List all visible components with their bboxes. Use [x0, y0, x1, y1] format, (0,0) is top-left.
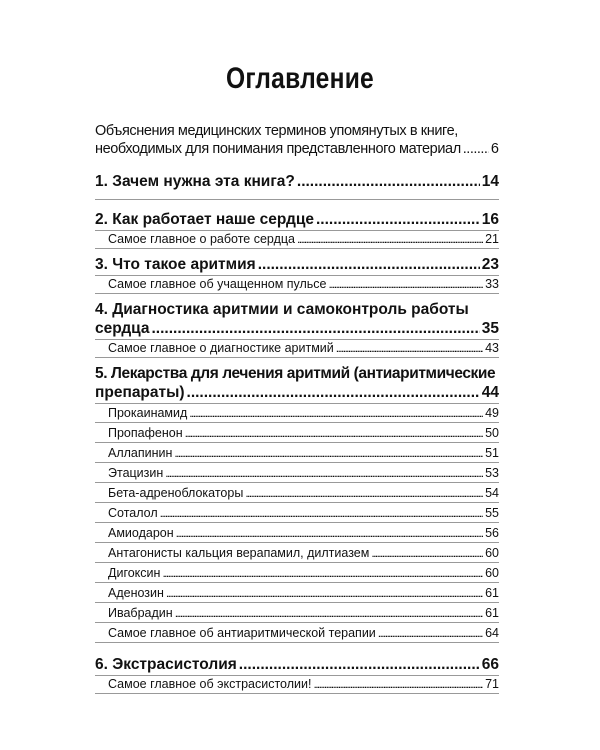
subentry-title: Ивабрадин — [108, 606, 173, 620]
toc-subentry[interactable] — [95, 545, 499, 562]
toc-chapter-4[interactable] — [95, 300, 499, 338]
page-number: 71 — [485, 677, 499, 691]
toc-subentry[interactable] — [95, 505, 499, 522]
divider — [95, 693, 499, 694]
toc-subentry[interactable] — [95, 485, 499, 502]
subentry-title: Пропафенон — [108, 426, 183, 440]
dot-leader — [166, 585, 483, 602]
subentry-title: Дигоксин — [108, 566, 161, 580]
divider — [95, 522, 499, 523]
divider — [95, 562, 499, 563]
page-number: 56 — [485, 526, 499, 540]
subentry-title: Этацизин — [108, 466, 164, 480]
dot-leader — [162, 565, 483, 582]
page-number: 50 — [485, 426, 499, 440]
dot-leader — [329, 276, 484, 293]
page-number: 6 — [490, 141, 499, 157]
dot-leader — [245, 485, 483, 502]
divider — [95, 642, 499, 643]
toc-intro-entry[interactable] — [95, 122, 499, 158]
chapter-title: 3. Что такое аритмия — [95, 256, 256, 273]
chapter-title-line1: 5. Лекарства для лечения аритмий (антиаритмические — [95, 365, 496, 382]
divider — [95, 462, 499, 463]
toc-entry-text-line1: Объяснения медицинских терминов упомянутых в книге, — [95, 123, 458, 139]
subentry-title: Самое главное о диагностике аритмий — [108, 341, 334, 355]
page-number: 61 — [485, 606, 499, 620]
divider — [95, 602, 499, 603]
page-number: 60 — [485, 566, 499, 580]
dot-leader — [336, 340, 483, 357]
toc-chapter-3[interactable] — [95, 255, 499, 274]
dot-leader — [258, 255, 480, 274]
dot-leader — [371, 545, 483, 562]
page-title: Оглавление — [226, 62, 374, 95]
subentry-title: Аллапинин — [108, 446, 173, 460]
divider — [95, 403, 499, 404]
dot-leader — [297, 172, 480, 191]
toc-chapter-6[interactable] — [95, 655, 499, 674]
subentry-title: Соталол — [108, 506, 158, 520]
subentry-title: Антагонисты кальция верапамил, дилтиазем — [108, 546, 370, 560]
page-number: 44 — [481, 384, 499, 401]
page-number: 53 — [485, 466, 499, 480]
toc-subentry[interactable] — [95, 276, 499, 293]
chapter-5-subentries — [95, 405, 499, 642]
page-number: 35 — [481, 320, 499, 337]
page-number: 64 — [485, 626, 499, 640]
chapter-title: 1. Зачем нужна эта книга? — [95, 173, 295, 190]
toc-entry-text-line2: необходимых для понимания представленного материал — [95, 141, 461, 157]
page-number: 60 — [485, 546, 499, 560]
toc-subentry[interactable] — [95, 405, 499, 422]
toc-chapter-1[interactable] — [95, 172, 499, 191]
subentry-title: Самое главное об антиаритмической терапии — [108, 626, 376, 640]
divider — [95, 357, 499, 358]
dot-leader — [297, 231, 483, 248]
dot-leader — [185, 425, 483, 442]
divider — [95, 482, 499, 483]
chapter-title-line2: препараты) — [95, 384, 185, 401]
divider — [95, 542, 499, 543]
dot-leader — [176, 525, 483, 542]
toc-subentry[interactable] — [95, 425, 499, 442]
subentry-title: Бета-адреноблокаторы — [108, 486, 244, 500]
divider — [95, 248, 499, 249]
divider — [95, 582, 499, 583]
toc-subentry[interactable] — [95, 625, 499, 642]
dot-leader — [160, 505, 483, 522]
subentry-title: Самое главное об учащенном пульсе — [108, 277, 327, 291]
toc-chapter-5[interactable] — [95, 364, 499, 402]
dot-leader — [189, 405, 483, 422]
chapter-title: 2. Как работает наше сердце — [95, 211, 314, 228]
dot-leader — [174, 445, 483, 462]
page-number: 16 — [481, 211, 499, 228]
dot-leader — [239, 655, 480, 674]
page-number: 49 — [485, 406, 499, 420]
page-number: 66 — [481, 656, 499, 673]
page-number: 33 — [485, 277, 499, 291]
divider — [95, 442, 499, 443]
dot-leader — [463, 140, 489, 158]
subentry-title: Аденозин — [108, 586, 164, 600]
subentry-title: Амиодарон — [108, 526, 174, 540]
toc-subentry[interactable] — [95, 340, 499, 357]
toc-subentry[interactable] — [95, 605, 499, 622]
toc-subentry[interactable] — [95, 445, 499, 462]
divider — [95, 199, 499, 200]
dot-leader — [152, 319, 480, 338]
divider — [95, 622, 499, 623]
toc-subentry[interactable] — [95, 465, 499, 482]
dot-leader — [175, 605, 483, 622]
subentry-title: Самое главное о работе сердца — [108, 232, 295, 246]
page-number: 54 — [485, 486, 499, 500]
page-number: 43 — [485, 341, 499, 355]
divider — [95, 422, 499, 423]
chapter-title: 6. Экстрасистолия — [95, 656, 237, 673]
toc-subentry[interactable] — [95, 231, 499, 248]
page-number: 14 — [481, 173, 499, 190]
page-number: 51 — [485, 446, 499, 460]
table-of-contents — [95, 122, 499, 694]
toc-subentry[interactable] — [95, 525, 499, 542]
dot-leader — [316, 210, 480, 229]
toc-subentry[interactable] — [95, 565, 499, 582]
toc-chapter-2[interactable] — [95, 210, 499, 229]
dot-leader — [378, 625, 483, 642]
dot-leader — [187, 383, 480, 402]
toc-subentry[interactable] — [95, 676, 499, 693]
dot-leader — [313, 676, 483, 693]
divider — [95, 502, 499, 503]
page-number: 55 — [485, 506, 499, 520]
subentry-title: Прокаинамид — [108, 406, 188, 420]
page-number: 61 — [485, 586, 499, 600]
subentry-title: Самое главное об экстрасистолии! — [108, 677, 312, 691]
chapter-title-line2: сердца — [95, 320, 150, 337]
page-number: 21 — [485, 232, 499, 246]
dot-leader — [165, 465, 483, 482]
page-number: 23 — [481, 256, 499, 273]
chapter-title-line1: 4. Диагностика аритмии и самоконтроль работы — [95, 301, 469, 318]
divider — [95, 293, 499, 294]
toc-subentry[interactable] — [95, 585, 499, 602]
